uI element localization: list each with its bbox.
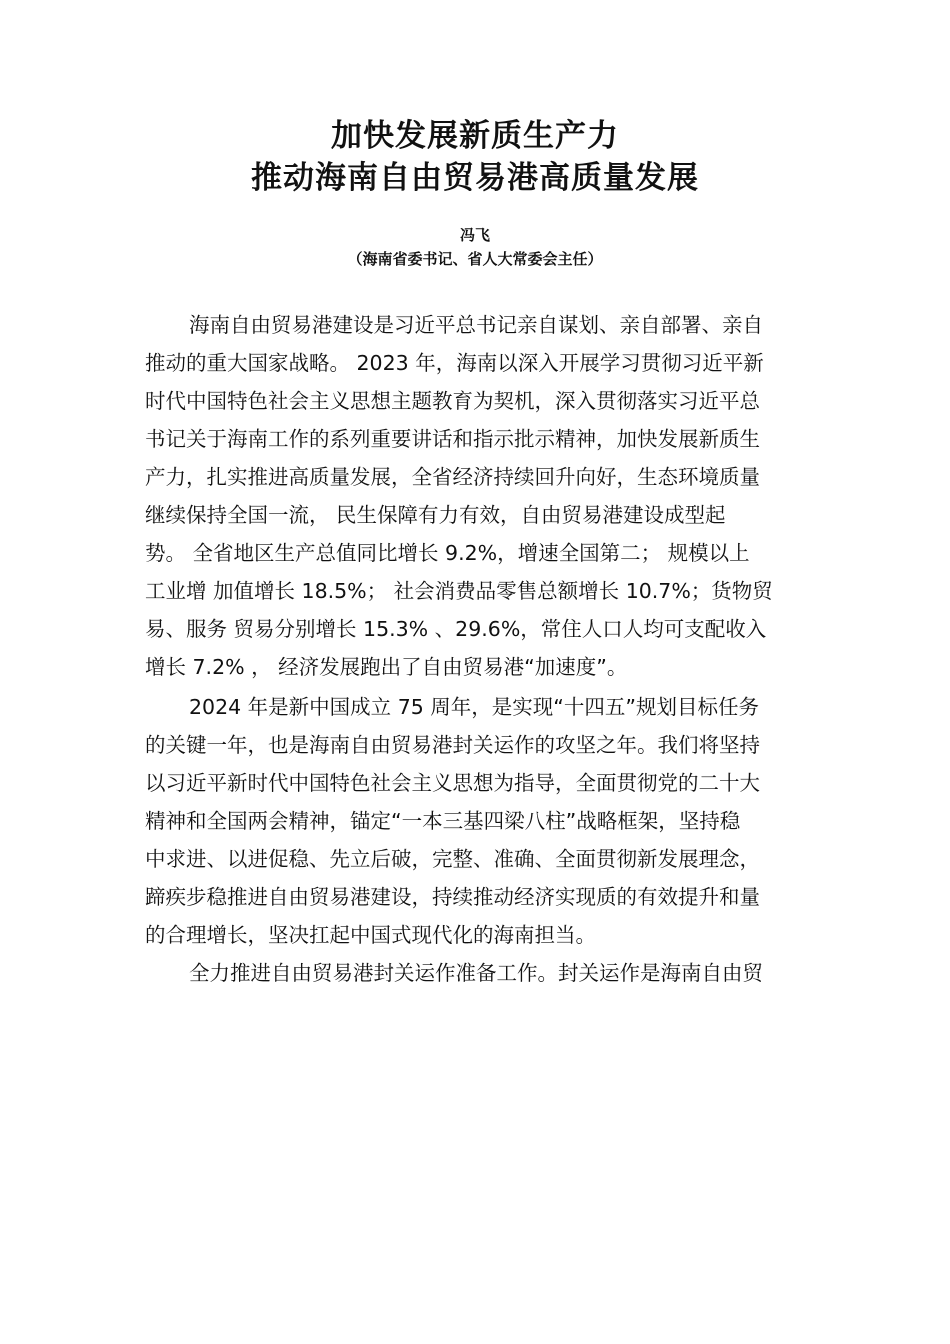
paragraph-1-line: 工业增 加值增长 18.5%； 社会消费品零售总额增长 10.7%；货物贸 (145, 579, 773, 603)
paragraph-2-line: 2024 年是新中国成立 75 周年，是实现“十四五”规划目标任务 (189, 695, 760, 719)
paragraph-1-line: 继续保持全国一流， 民生保障有力有效，自由贸易港建设成型起 (145, 503, 726, 527)
paragraph-2-line: 蹄疾步稳推进自由贸易港建设，持续推动经济实现质的有效提升和量 (145, 885, 760, 909)
paragraph-1-line: 推动的重大国家战略。 2023 年，海南以深入开展学习贯彻习近平新 (145, 351, 764, 375)
author-name: 冯飞 (459, 226, 490, 244)
paragraph-2-line: 精神和全国两会精神，锚定“一本三基四梁八柱”战略框架，坚持稳 (145, 809, 741, 833)
paragraph-1-line: 势。 全省地区生产总值同比增长 9.2%，增速全国第二； 规模以上 (145, 541, 750, 565)
paragraph-1-line: 易、服务 贸易分别增长 15.3% 、29.6%，常住人口人均可支配收入 (145, 617, 767, 641)
paragraph-1-line: 产力，扎实推进高质量发展，全省经济持续回升向好，生态环境质量 (145, 465, 760, 489)
paragraph-1-line: 时代中国特色社会主义思想主题教育为契机，深入贯彻落实习近平总 (145, 389, 760, 413)
paragraph-2-line: 以习近平新时代中国特色社会主义思想为指导，全面贯彻党的二十大 (145, 771, 760, 795)
title-line-2: 推动海南自由贸易港高质量发展 (251, 160, 699, 196)
paragraph-1-line: 书记关于海南工作的系列重要讲话和指示批示精神，加快发展新质生 (145, 427, 760, 451)
paragraph-2-line: 中求进、以进促稳、先立后破，完整、准确、全面贯彻新发展理念， (145, 847, 760, 871)
paragraph-2-line: 的关键一年，也是海南自由贸易港封关运作的攻坚之年。我们将坚持 (145, 733, 760, 757)
paragraph-3-line: 全力推进自由贸易港封关运作准备工作。封关运作是海南自由贸 (189, 961, 763, 985)
paragraph-1-line: 增长 7.2% ， 经济发展跑出了自由贸易港“加速度”。 (145, 655, 628, 679)
author-affiliation: （海南省委书记、省人大常委会主任） (347, 250, 603, 268)
title-line-1: 加快发展新质生产力 (331, 118, 619, 154)
paragraph-2-line: 的合理增长，坚决扛起中国式现代化的海南担当。 (145, 923, 596, 947)
paragraph-1-line: 海南自由贸易港建设是习近平总书记亲自谋划、亲自部署、亲自 (189, 313, 763, 337)
